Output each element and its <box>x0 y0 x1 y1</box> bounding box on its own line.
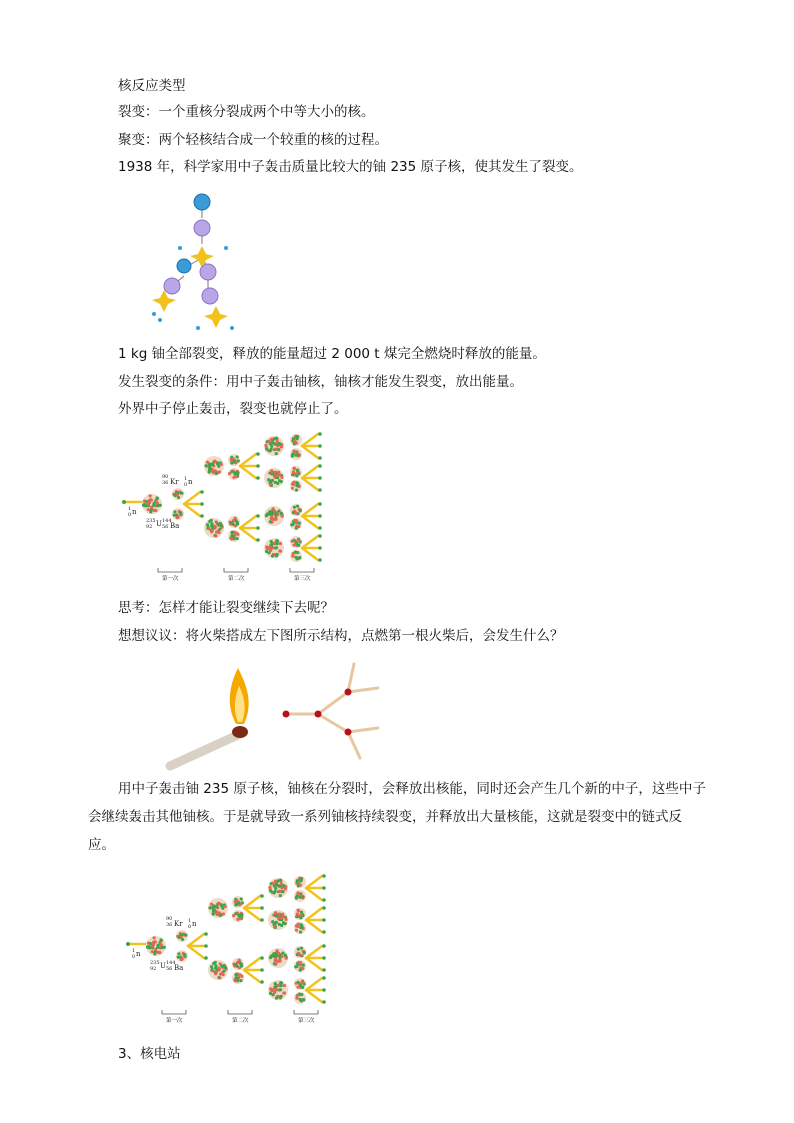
uranium-mass-number: 235 <box>150 960 160 966</box>
fission-flash <box>188 932 208 960</box>
energy-comparison: 1 kg 铀全部裂变，释放的能量超过 2 000 t 煤完全燃烧时释放的能量。 <box>118 346 546 362</box>
stage-second-label: 第二次 <box>232 1018 249 1024</box>
fission-fragment <box>232 896 244 908</box>
uranium-node <box>194 220 210 236</box>
heading: 核反应类型 <box>118 78 186 94</box>
uranium-nucleus <box>208 960 228 980</box>
fission-fragment <box>294 978 306 990</box>
uranium-nucleus <box>268 878 288 898</box>
uranium-nucleus <box>268 948 288 968</box>
barium-mass-number: 144 <box>166 960 176 966</box>
fission-fragment <box>228 468 240 480</box>
uranium-atomic-number: 92 <box>150 966 157 972</box>
neutron-mass-number: 1 <box>188 918 192 924</box>
fission-fragment <box>290 466 302 478</box>
barium-nucleus <box>172 508 184 520</box>
fission-condition: 发生裂变的条件：用中子轰击铀核，铀核才能发生裂变，放出能量。 <box>118 374 523 390</box>
fission-fragment <box>232 910 244 922</box>
fission-fragment <box>294 890 306 902</box>
fission-fragment <box>232 958 244 970</box>
krypton-nucleus <box>172 488 184 500</box>
fission-definition: 裂变：一个重核分裂成两个中等大小的核。 <box>118 104 375 120</box>
krypton-label: Kr <box>170 478 179 486</box>
barium-label: Ba <box>174 964 184 972</box>
fission-fragment <box>290 434 302 446</box>
uranium-nucleus <box>142 494 162 514</box>
fission-fragment <box>290 504 302 516</box>
chain-reaction-figure-1 <box>122 428 334 584</box>
stage-second-label: 第二次 <box>228 576 245 582</box>
fission-tree-figure <box>132 188 242 336</box>
lit-match-figure <box>164 662 264 772</box>
stage-third-label: 第三次 <box>298 1018 315 1024</box>
fission-flash <box>240 514 260 542</box>
fission-flash <box>306 976 326 1004</box>
stage-first-label: 第一次 <box>166 1018 183 1024</box>
krypton-atomic-number: 36 <box>166 922 173 928</box>
neutron-label: n <box>132 508 137 516</box>
fusion-definition: 聚变：两个轻核结合成一个较重的核的过程。 <box>118 132 388 148</box>
uranium-nucleus <box>268 910 288 930</box>
barium-label: Ba <box>170 522 180 530</box>
fission-fragment <box>294 960 306 972</box>
krypton-mass-number: 90 <box>162 474 169 480</box>
discussion-prompt: 想想议议：将火柴搭成左下图所示结构，点燃第一根火柴后，会发生什么？ <box>118 628 564 644</box>
uranium-label: U <box>156 520 162 528</box>
krypton-label: Kr <box>174 920 183 928</box>
fission-flash <box>302 502 322 530</box>
chain-reaction-paragraph: 用中子轰击铀 235 原子核，铀核在分裂时，会释放出核能，同时还会产生几个新的中子，这些中子会继续轰击其他铀核。于是就导致一系列铀核持续裂变，并释放出大量核能，这就是裂变中的链式反应。 <box>88 781 706 853</box>
neutron-mass-number: 1 <box>128 506 132 512</box>
fission-fragment <box>228 516 240 528</box>
fission-flash <box>306 944 326 972</box>
barium-nucleus <box>176 950 188 962</box>
fission-flash <box>244 894 264 922</box>
fission-fragment <box>290 536 302 548</box>
fission-stop: 外界中子停止轰击，裂变也就停止了。 <box>118 401 348 417</box>
neutron-atomic-number: 0 <box>132 954 136 960</box>
neutron-label: n <box>188 478 193 486</box>
uranium-mass-number: 235 <box>146 518 156 524</box>
fission-flash <box>306 874 326 902</box>
uranium-atomic-number: 92 <box>146 524 153 530</box>
uranium-nucleus <box>264 468 284 488</box>
stage-third-label: 第三次 <box>294 576 311 582</box>
neutron-atomic-number: 0 <box>128 512 132 518</box>
fission-fragment <box>294 876 306 888</box>
think-question: 思考：怎样才能让裂变继续下去呢？ <box>118 600 334 616</box>
fission-flash <box>302 432 322 460</box>
uranium-nucleus <box>264 506 284 526</box>
fission-fragment <box>294 992 306 1004</box>
krypton-mass-number: 90 <box>166 916 173 922</box>
barium-mass-number: 144 <box>162 518 172 524</box>
fission-flash <box>244 956 264 984</box>
neutron-label: n <box>192 920 197 928</box>
uranium-nucleus <box>204 456 224 476</box>
uranium-nucleus <box>268 980 288 1000</box>
neutron-node <box>194 194 210 210</box>
uranium-nucleus <box>208 898 228 918</box>
fission-fragment <box>294 946 306 958</box>
fission-fragment <box>290 518 302 530</box>
neutron-label: n <box>136 950 141 958</box>
fission-fragment <box>294 922 306 934</box>
fission-fragment <box>290 448 302 460</box>
fission-history: 1938 年，科学家用中子轰击质量比较大的铀 235 原子核，使其发生了裂变。 <box>118 159 583 175</box>
barium-atomic-number: 56 <box>162 524 169 530</box>
match-structure-figure <box>278 658 388 768</box>
neutron-mass-number: 1 <box>132 948 136 954</box>
krypton-nucleus <box>176 930 188 942</box>
barium-atomic-number: 56 <box>166 966 173 972</box>
neutron-atomic-number: 0 <box>184 482 188 488</box>
uranium-label: U <box>160 962 166 970</box>
fission-fragment <box>228 454 240 466</box>
match-head <box>283 711 290 718</box>
neutron-atomic-number: 0 <box>188 924 192 930</box>
fission-fragment <box>294 908 306 920</box>
fission-fragment <box>290 480 302 492</box>
uranium-nucleus <box>264 538 284 558</box>
krypton-atomic-number: 36 <box>162 480 169 486</box>
stage-first-label: 第一次 <box>162 576 179 582</box>
match-head <box>232 726 248 738</box>
chain-reaction-figure-2 <box>126 866 338 1030</box>
section-nuclear-plant: 3、核电站 <box>118 1046 181 1062</box>
neutron-mass-number: 1 <box>184 476 188 482</box>
fission-flash <box>306 906 326 934</box>
uranium-nucleus <box>264 436 284 456</box>
uranium-nucleus <box>204 518 224 538</box>
fission-fragment <box>232 972 244 984</box>
uranium-nucleus <box>146 936 166 956</box>
fission-flash <box>302 464 322 492</box>
fission-fragment <box>228 530 240 542</box>
fission-flash <box>240 452 260 480</box>
fission-flash <box>302 534 322 562</box>
fission-flash <box>184 490 204 518</box>
fission-fragment <box>290 550 302 562</box>
